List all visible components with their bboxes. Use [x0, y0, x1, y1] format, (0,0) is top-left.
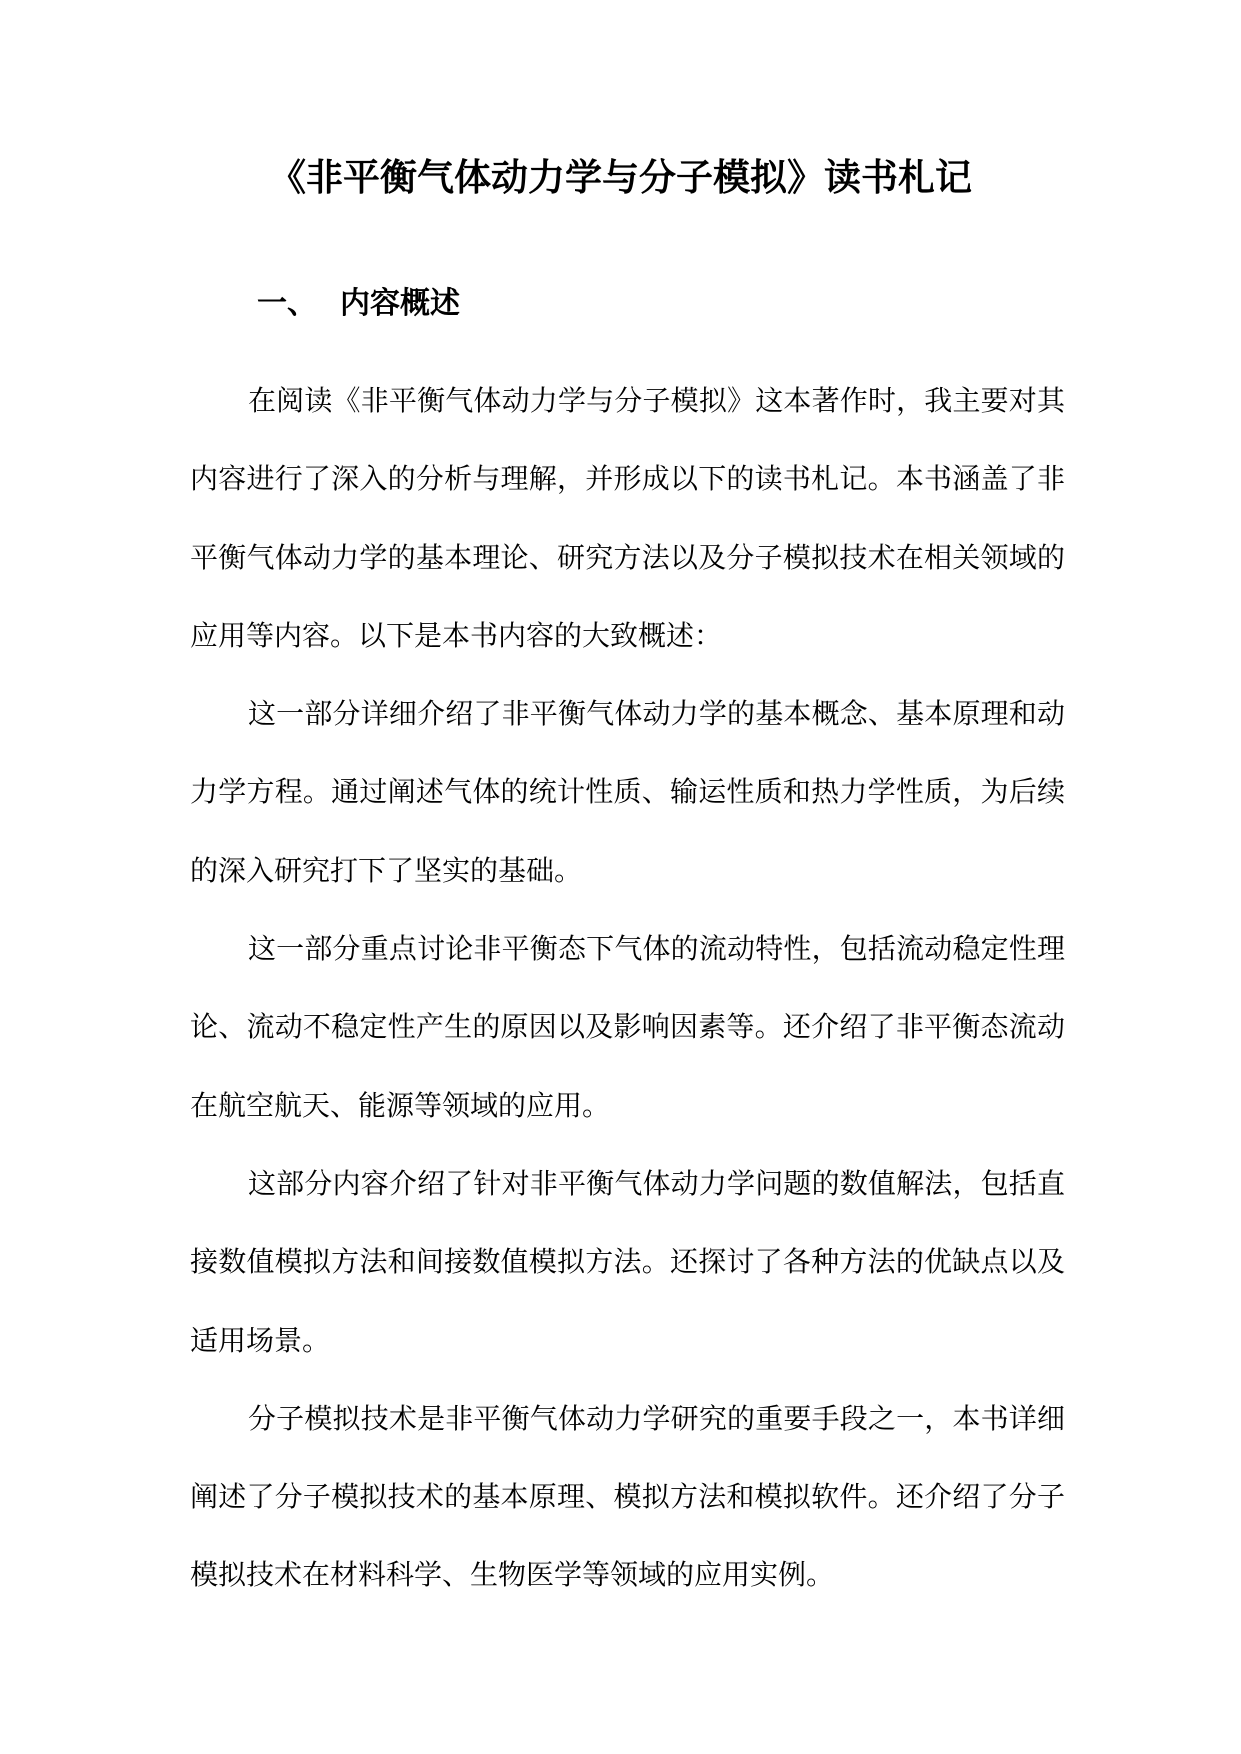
- document-body: [190, 362, 1065, 1615]
- paragraph-flow-characteristics: 这一部分重点讨论非平衡态下气体的流动特性，包括流动稳定性理论、流动不稳定性产生的原因以及影响因素等。还介绍了非平衡态流动在航空航天、能源等领域的应用。: [190, 932, 1065, 1122]
- paragraph-numerical-methods: 这部分内容介绍了针对非平衡气体动力学问题的数值解法，包括直接数值模拟方法和间接数值模拟方法。还探讨了各种方法的优缺点以及适用场景。: [190, 1166, 1065, 1357]
- paragraph-basic-theory: 这一部分详细介绍了非平衡气体动力学的基本概念、基本原理和动力学方程。通过阐述气体的统计性质、输运性质和热力学性质，为后续的深入研究打下了坚实的基础。: [190, 697, 1065, 887]
- document-title: 《非平衡气体动力学与分子模拟》读书札记: [269, 156, 972, 199]
- section-heading: [257, 280, 460, 328]
- paragraph-molecular-simulation: 分子模拟技术是非平衡气体动力学研究的重要手段之一，本书详细阐述了分子模拟技术的基本原理、模拟方法和模拟软件。还介绍了分子模拟技术在材料科学、生物医学等领域的应用实例。: [190, 1401, 1065, 1592]
- paragraph-overview: 在阅读《非平衡气体动力学与分子模拟》这本著作时，我主要对其内容进行了深入的分析与理解，并形成以下的读书札记。本书涵盖了非平衡气体动力学的基本理论、研究方法以及分子模拟技术在相关领域的应用等内容。以下是本书内容的大致概述：: [190, 384, 1065, 652]
- section-number: 一、: [257, 286, 317, 321]
- section-heading-text: 内容概述: [340, 286, 460, 321]
